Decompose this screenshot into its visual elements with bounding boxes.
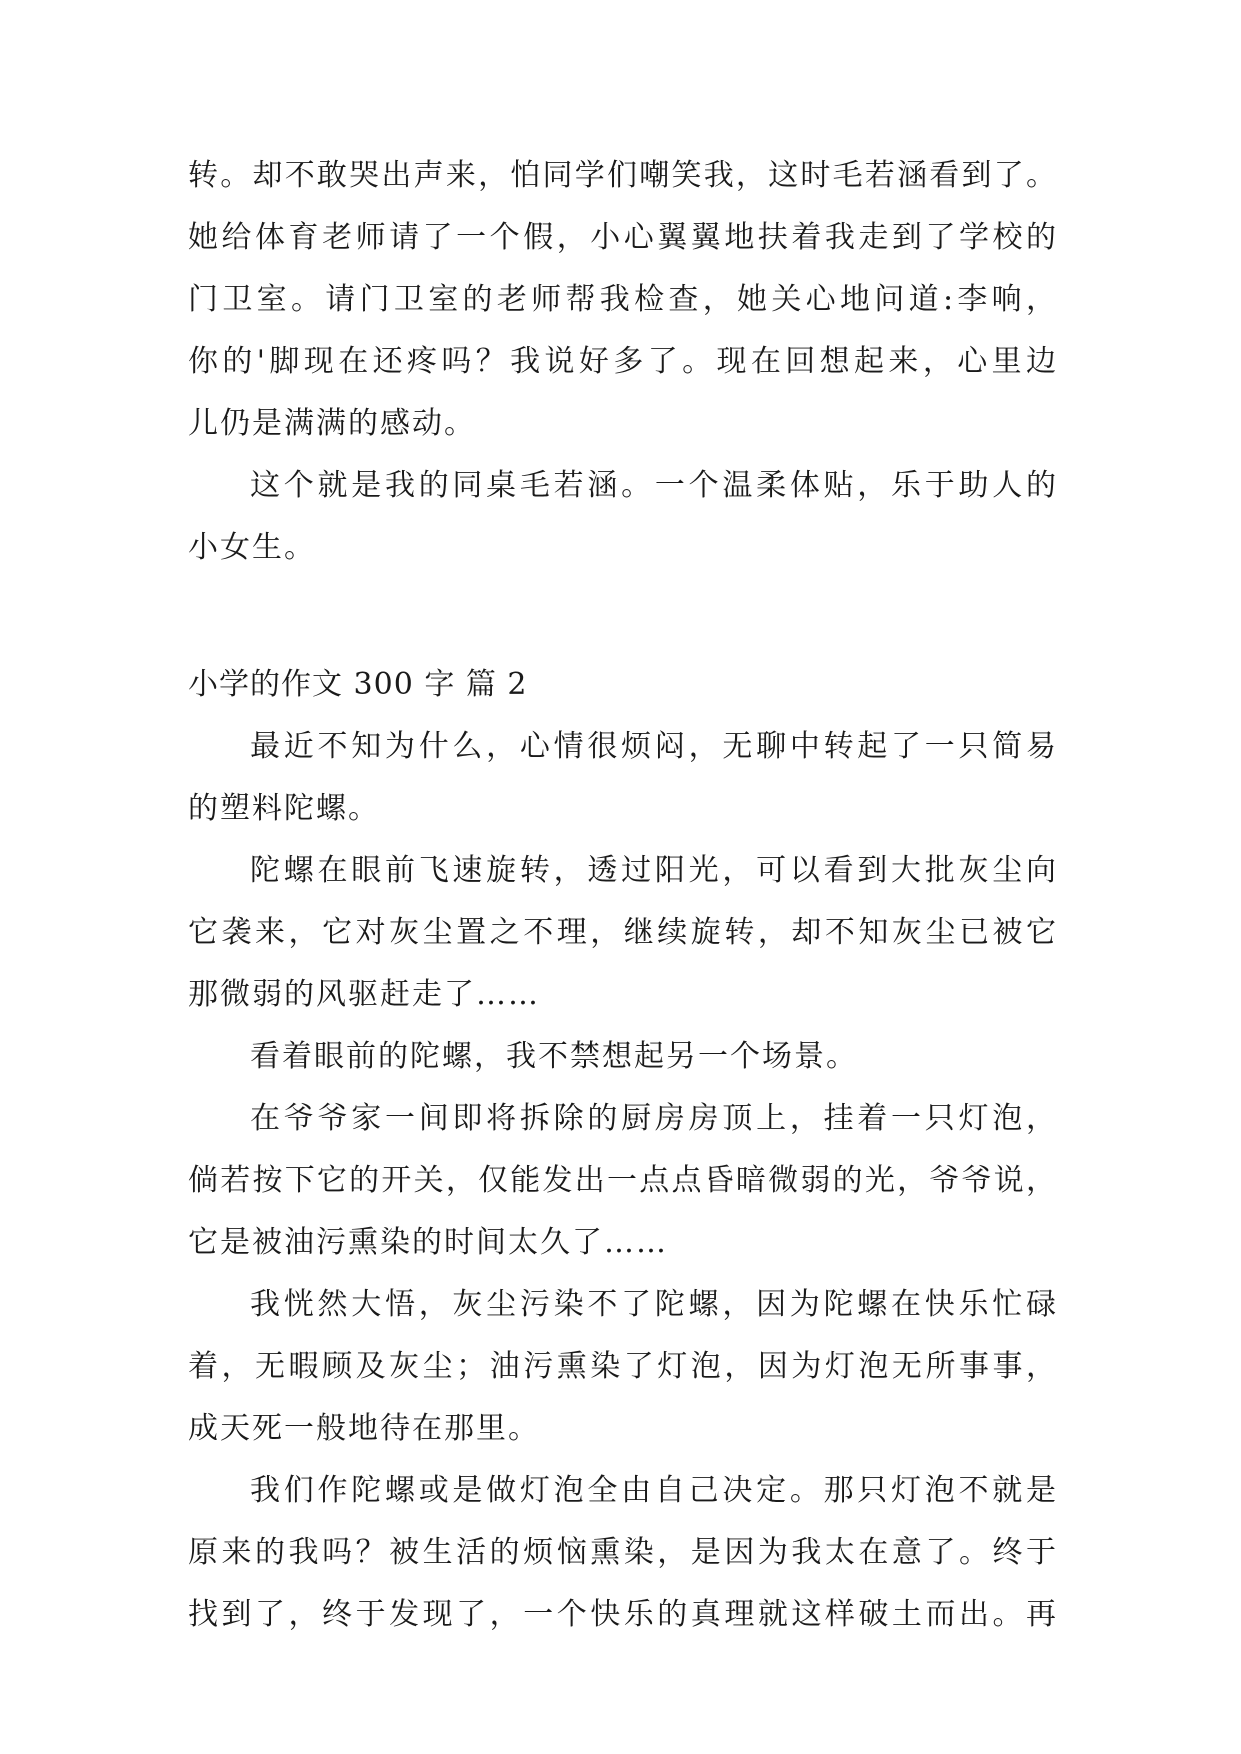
text-line: 的塑料陀螺。 (188, 791, 380, 826)
text-line: 我恍然大悟，灰尘污染不了陀螺，因为陀螺在快乐忙碌 (250, 1287, 1058, 1322)
document-page (188, 145, 1058, 1646)
text-line: 它袭来，它对灰尘置之不理，继续旋转，却不知灰尘已被它 (188, 915, 1058, 950)
paragraph (188, 1088, 1058, 1274)
text-line: 成天死一般地待在那里。 (188, 1411, 540, 1446)
text-line: 转。却不敢哭出声来，怕同学们嘲笑我，这时毛若涵看到了。 (188, 158, 1058, 193)
paragraph (188, 716, 1058, 840)
text-line: 她给体育老师请了一个假，小心翼翼地扶着我走到了学校的 (188, 220, 1058, 255)
paragraph (188, 1274, 1058, 1460)
text-line: 看着眼前的陀螺，我不禁想起另一个场景。 (250, 1039, 858, 1074)
text-line: 着，无暇顾及灰尘；油污熏染了灯泡，因为灯泡无所事事， (188, 1349, 1058, 1384)
text-line: 我们作陀螺或是做灯泡全由自己决定。那只灯泡不就是 (250, 1473, 1058, 1508)
text-line: 你的'脚现在还疼吗？我说好多了。现在回想起来，心里边 (188, 344, 1058, 379)
text-line: 陀螺在眼前飞速旋转，透过阳光，可以看到大批灰尘向 (250, 853, 1058, 888)
text-line: 门卫室。请门卫室的老师帮我检查，她关心地问道:李响， (188, 282, 1058, 317)
paragraph (188, 1460, 1058, 1646)
text-line: 找到了，终于发现了，一个快乐的真理就这样破土而出。再 (188, 1597, 1058, 1632)
paragraph (188, 840, 1058, 1026)
section-heading: 小学的作文 300 字 篇 2 (188, 667, 528, 702)
text-line: 倘若按下它的开关，仅能发出一点点昏暗微弱的光，爷爷说， (188, 1163, 1058, 1198)
text-line: 那微弱的风驱赶走了…… (188, 977, 540, 1012)
paragraph (188, 1026, 1058, 1088)
text-line: 儿仍是满满的感动。 (188, 406, 476, 441)
paragraph (188, 455, 1058, 579)
text-line: 这个就是我的同桌毛若涵。一个温柔体贴，乐于助人的 (250, 468, 1058, 503)
section-gap (188, 579, 1058, 654)
text-line: 在爷爷家一间即将拆除的厨房房顶上，挂着一只灯泡， (250, 1101, 1058, 1136)
text-line: 最近不知为什么，心情很烦闷，无聊中转起了一只简易 (250, 729, 1058, 764)
text-line: 原来的我吗？被生活的烦恼熏染，是因为我太在意了。终于 (188, 1535, 1058, 1570)
paragraph (188, 145, 1058, 455)
text-line: 小女生。 (188, 530, 316, 565)
text-line: 它是被油污熏染的时间太久了…… (188, 1225, 668, 1260)
